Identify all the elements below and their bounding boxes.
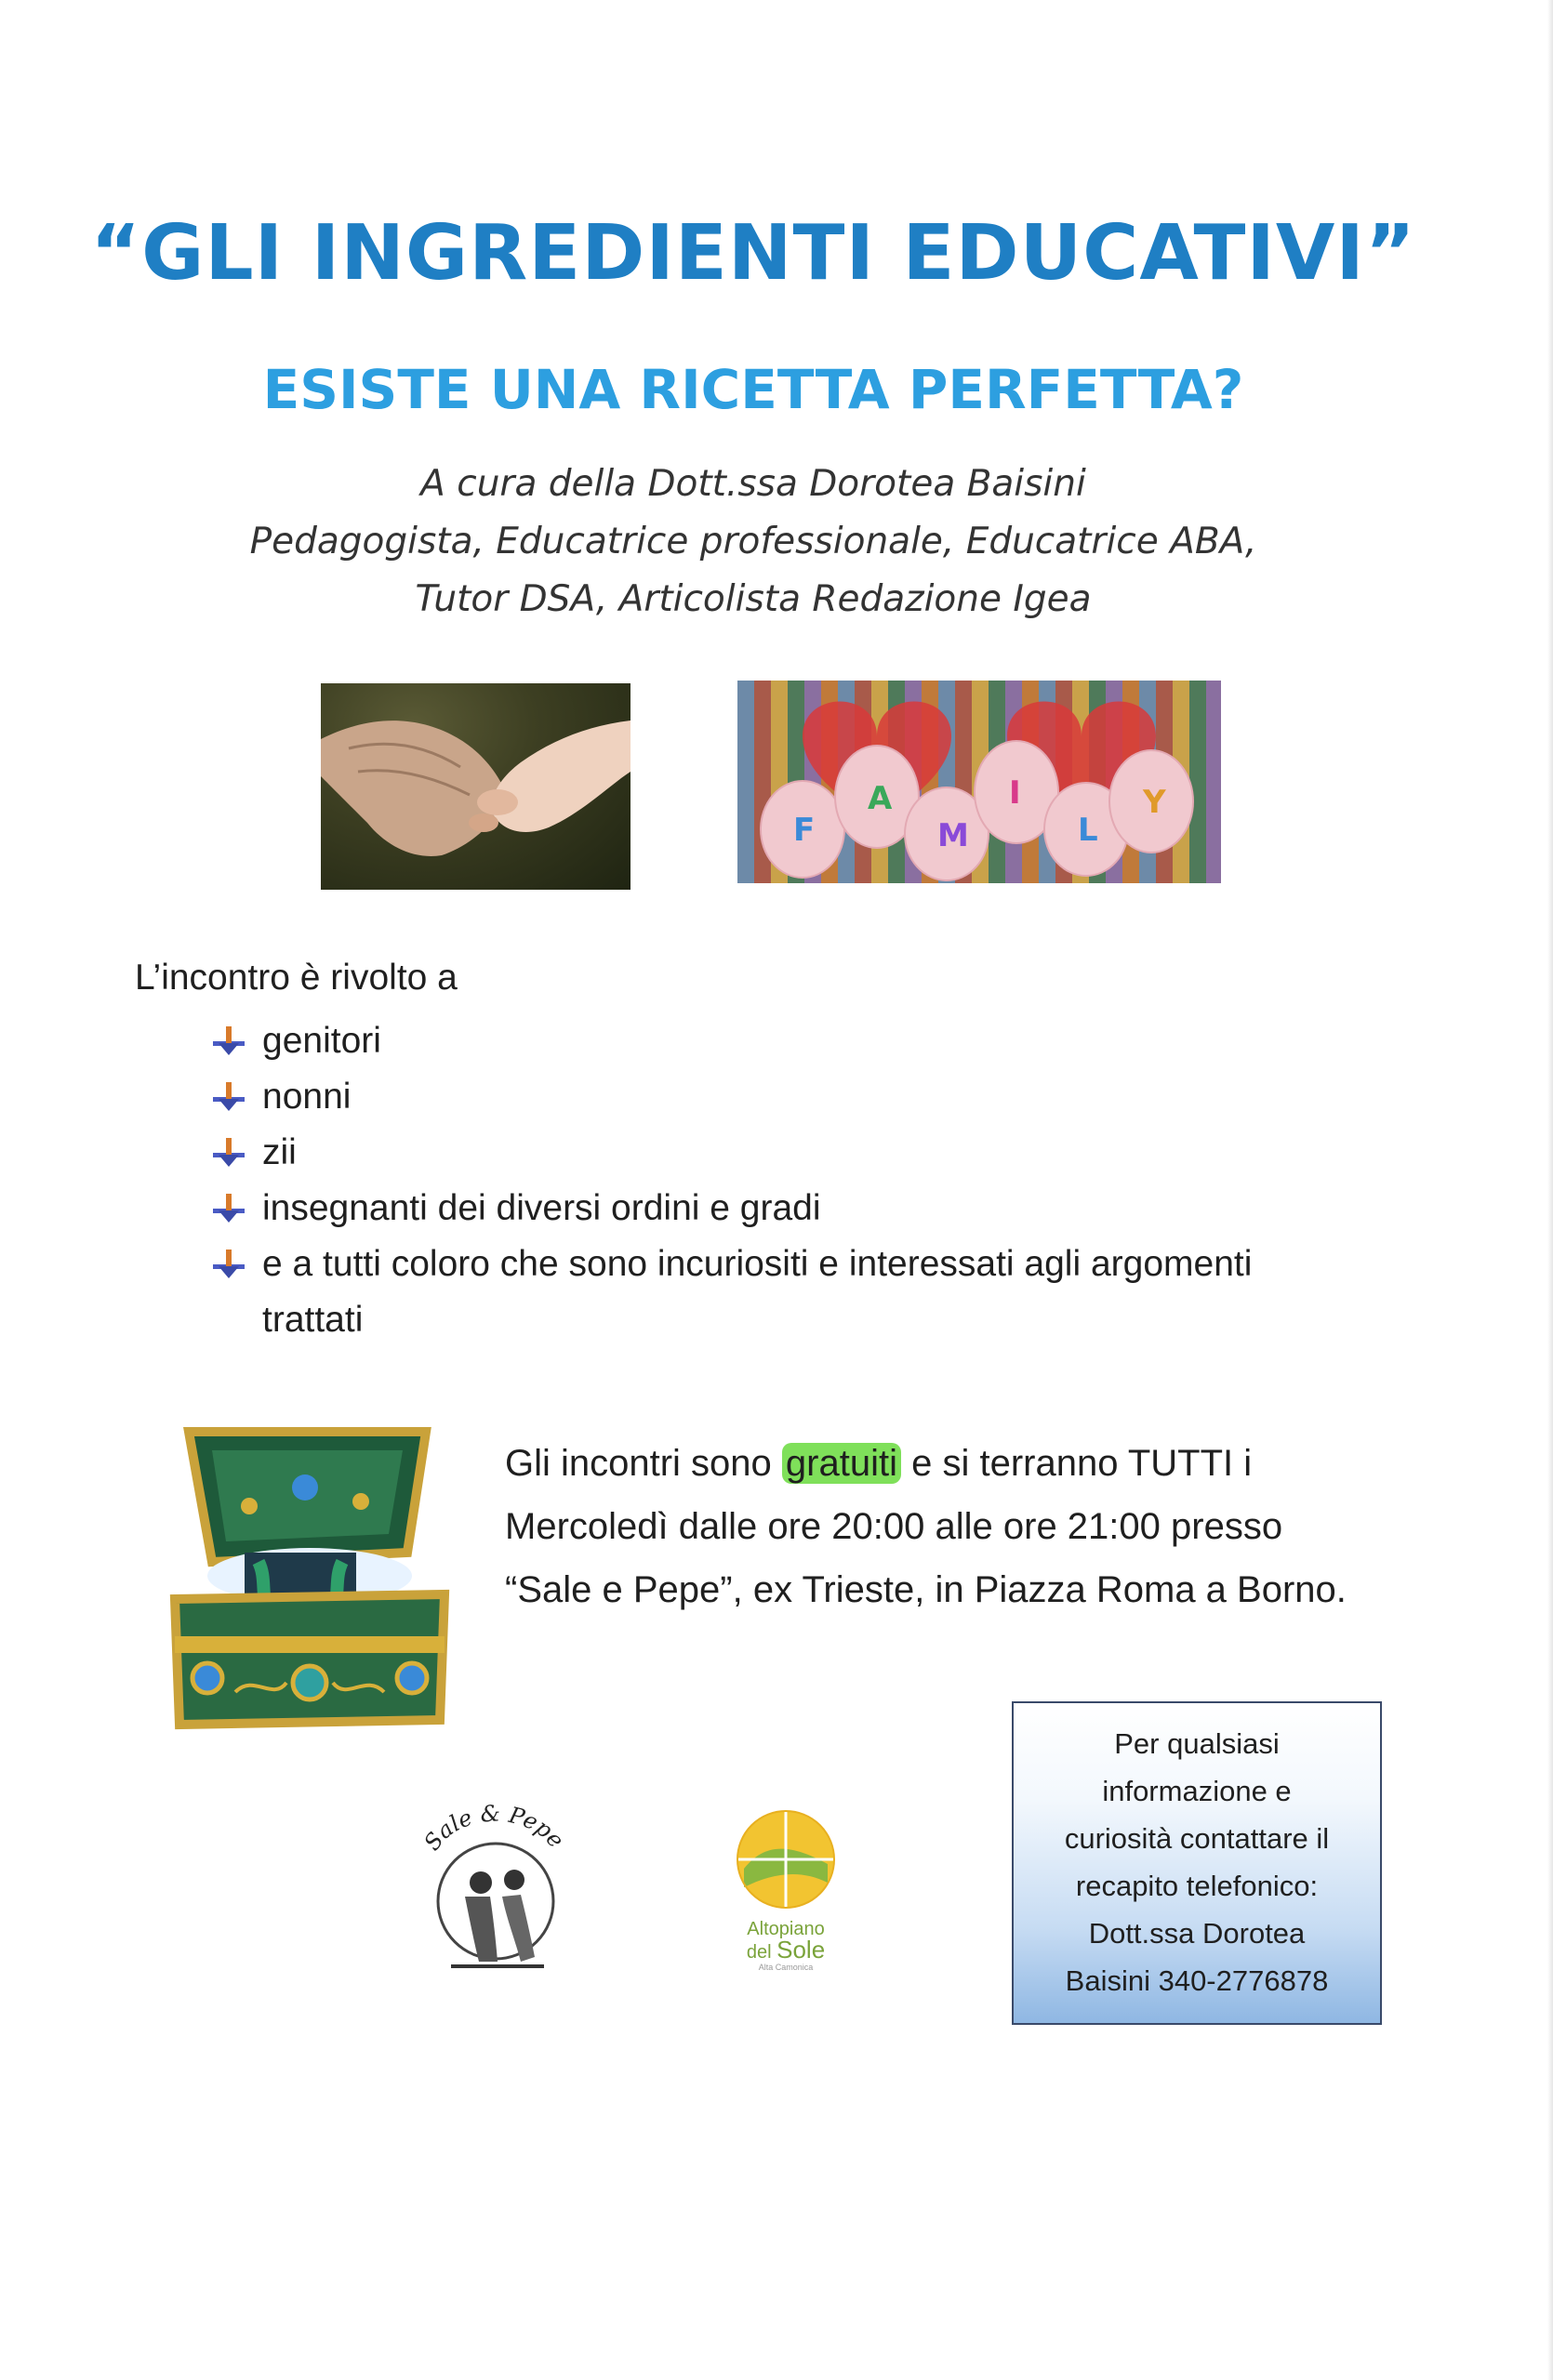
author-block [0, 456, 1507, 628]
audience-intro: L’incontro è rivolto a [135, 958, 458, 998]
list-item [209, 1013, 1325, 1069]
family-letter-a: A [868, 780, 893, 817]
author-line-2: Pedagogista, Educatrice professionale, Educatrice ABA, [249, 521, 1257, 562]
altopiano-logo-text [725, 1919, 846, 1972]
down-arrow-bullet-icon [213, 1194, 245, 1223]
audience-item-text: e a tutti coloro che sono incuriositi e interessati agli argomenti trattati [262, 1244, 1253, 1340]
altopiano-line-2: del [746, 1942, 772, 1963]
contact-line-2: informazione e [1102, 1775, 1292, 1807]
list-item [209, 1236, 1325, 1348]
down-arrow-bullet-icon [213, 1026, 245, 1056]
altopiano-small-text: Alta Camonica [758, 1963, 814, 1972]
contact-line-4: recapito telefonico: [1075, 1870, 1319, 1902]
author-line-3: Tutor DSA, Articolista Redazione Igea [415, 578, 1092, 620]
page-edge [1547, 0, 1553, 2380]
list-item [209, 1125, 1325, 1181]
list-item [209, 1181, 1325, 1236]
family-letter-y: Y [1143, 784, 1166, 821]
contact-line-1: Per qualsiasi [1114, 1727, 1280, 1760]
event-info-text-1: Gli incontri sono [505, 1443, 782, 1484]
contact-line-3: curiosità contattare il [1064, 1822, 1330, 1855]
list-item [209, 1069, 1325, 1125]
audience-item-text: nonni [262, 1077, 352, 1117]
treasure-chest-illustration [156, 1413, 463, 1734]
page-subtitle: ESISTE UNA RICETTA PERFETTA? [262, 358, 1244, 421]
svg-text:Sale & Pepe [418, 1804, 569, 1856]
page-title: “GLI INGREDIENTI EDUCATIVI” [90, 209, 1416, 298]
family-letter-i: I [1009, 774, 1021, 812]
down-arrow-bullet-icon [213, 1082, 245, 1112]
altopiano-line-1: Altopiano [747, 1919, 825, 1939]
family-letter-f: F [793, 812, 816, 849]
altopiano-line-3: Sole [776, 1936, 826, 1964]
down-arrow-bullet-icon [213, 1250, 245, 1279]
family-letter-m: M [937, 817, 969, 854]
free-highlight: gratuiti [782, 1443, 901, 1484]
family-painted-hands-photo [737, 681, 1221, 883]
altopiano-del-sole-logo [725, 1808, 846, 1972]
contact-line-5: Dott.ssa Dorotea [1088, 1917, 1306, 1950]
event-info [505, 1432, 1379, 1621]
event-info-text-2: e si terranno TUTTI i Mercoledì dalle ore 20:00 alle ore 21:00 presso “Sale e Pepe”, ex Trieste, in Piazza Roma a Borno. [505, 1443, 1347, 1610]
author-line-1: A cura della Dott.ssa Dorotea Baisini [420, 463, 1086, 505]
audience-item-text: zii [262, 1132, 297, 1172]
family-letter-l: L [1078, 812, 1098, 849]
audience-list [209, 1013, 1325, 1348]
audience-item-text: insegnanti dei diversi ordini e gradi [262, 1188, 821, 1228]
contact-line-6: Baisini 340-2776878 [1065, 1964, 1329, 1997]
sale-pepe-logo-text: Sale & Pepe [418, 1804, 570, 1856]
audience-item-text: genitori [262, 1021, 381, 1061]
down-arrow-bullet-icon [213, 1138, 245, 1168]
sale-pepe-logo [414, 1804, 577, 1980]
hands-holding-photo [321, 683, 630, 890]
contact-box [1012, 1701, 1382, 2025]
